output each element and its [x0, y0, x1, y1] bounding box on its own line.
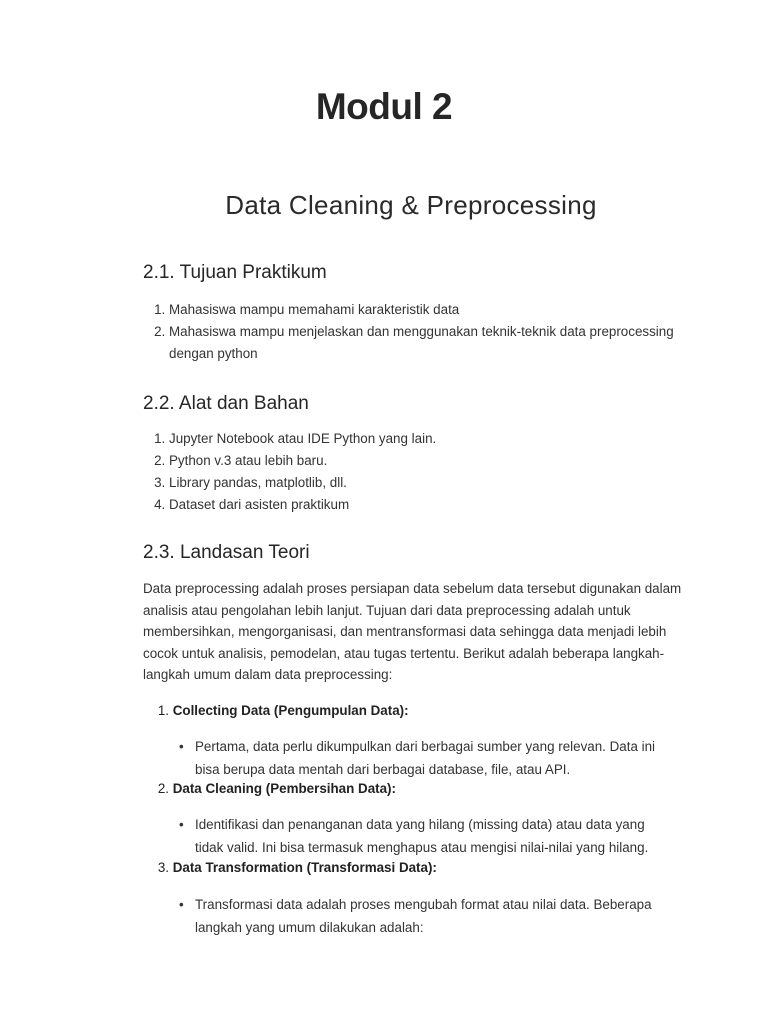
list-item: 3. Library pandas, matplotlib, dll. [169, 472, 689, 494]
section-heading-landasan: 2.3. Landasan Teori [143, 542, 310, 563]
section-heading-tujuan: 2.1. Tujuan Praktikum [143, 262, 327, 283]
list-item: 4. Dataset dari asisten praktikum [169, 494, 689, 516]
list-item: 2. Python v.3 atau lebih baru. [169, 450, 689, 472]
step-transformation [143, 857, 437, 879]
step-label: Collecting Data (Pengumpulan Data): [172, 703, 409, 718]
step-label: Data Transformation (Transformasi Data): [172, 860, 437, 875]
step-bullet [179, 813, 675, 859]
page-title: Modul 2 [315, 86, 453, 127]
page-subtitle: Data Cleaning & Preprocessing [225, 190, 597, 220]
bullet-icon: • [179, 897, 184, 912]
step-cleaning [143, 778, 396, 800]
step-number: 1. [157, 703, 169, 718]
bullet-icon: • [179, 817, 184, 832]
list-item: 1. Mahasiswa mampu memahami karakteristik data [169, 299, 689, 321]
step-number: 3. [157, 860, 169, 875]
bullet-text: Pertama, data perlu dikumpulkan dari berbagai sumber yang relevan. Data ini bisa berupa data mentah dari berbagai database, file, atau API. [195, 739, 656, 777]
list-item: 1. Jupyter Notebook atau IDE Python yang lain. [169, 428, 689, 450]
bullet-text: Identifikasi dan penanganan data yang hilang (missing data) atau data yang tidak valid. Ini bisa termasuk menghapus atau mengisi nilai-nilai yang hilang. [195, 817, 649, 855]
step-number: 2. [157, 781, 169, 796]
step-label: Data Cleaning (Pembersihan Data): [172, 781, 396, 796]
list-item: 2. Mahasiswa mampu menjelaskan dan menggunakan teknik-teknik data preprocessing dengan python [169, 321, 689, 365]
step-bullet [179, 735, 675, 781]
step-bullet [179, 893, 675, 939]
landasan-paragraph: Data preprocessing adalah proses persiapan data sebelum data tersebut digunakan dalam analisis atau pengolahan lebih lanjut. Tujuan dari data preprocessing adalah untuk membersihkan, mengorganisasi, dan mentransformasi data sehingga data menjadi lebih cocok untuk analisis, pemodelan, atau tugas tertentu. Berikut adalah beberapa langkah-langkah umum dalam data preprocessing: [143, 581, 682, 683]
alat-list [143, 428, 689, 516]
bullet-icon: • [179, 739, 184, 754]
bullet-text: Transformasi data adalah proses mengubah format atau nilai data. Beberapa langkah yang umum dilakukan adalah: [195, 897, 652, 935]
step-collecting [143, 700, 409, 722]
section-heading-alat: 2.2. Alat dan Bahan [143, 393, 309, 414]
tujuan-list [143, 299, 689, 365]
